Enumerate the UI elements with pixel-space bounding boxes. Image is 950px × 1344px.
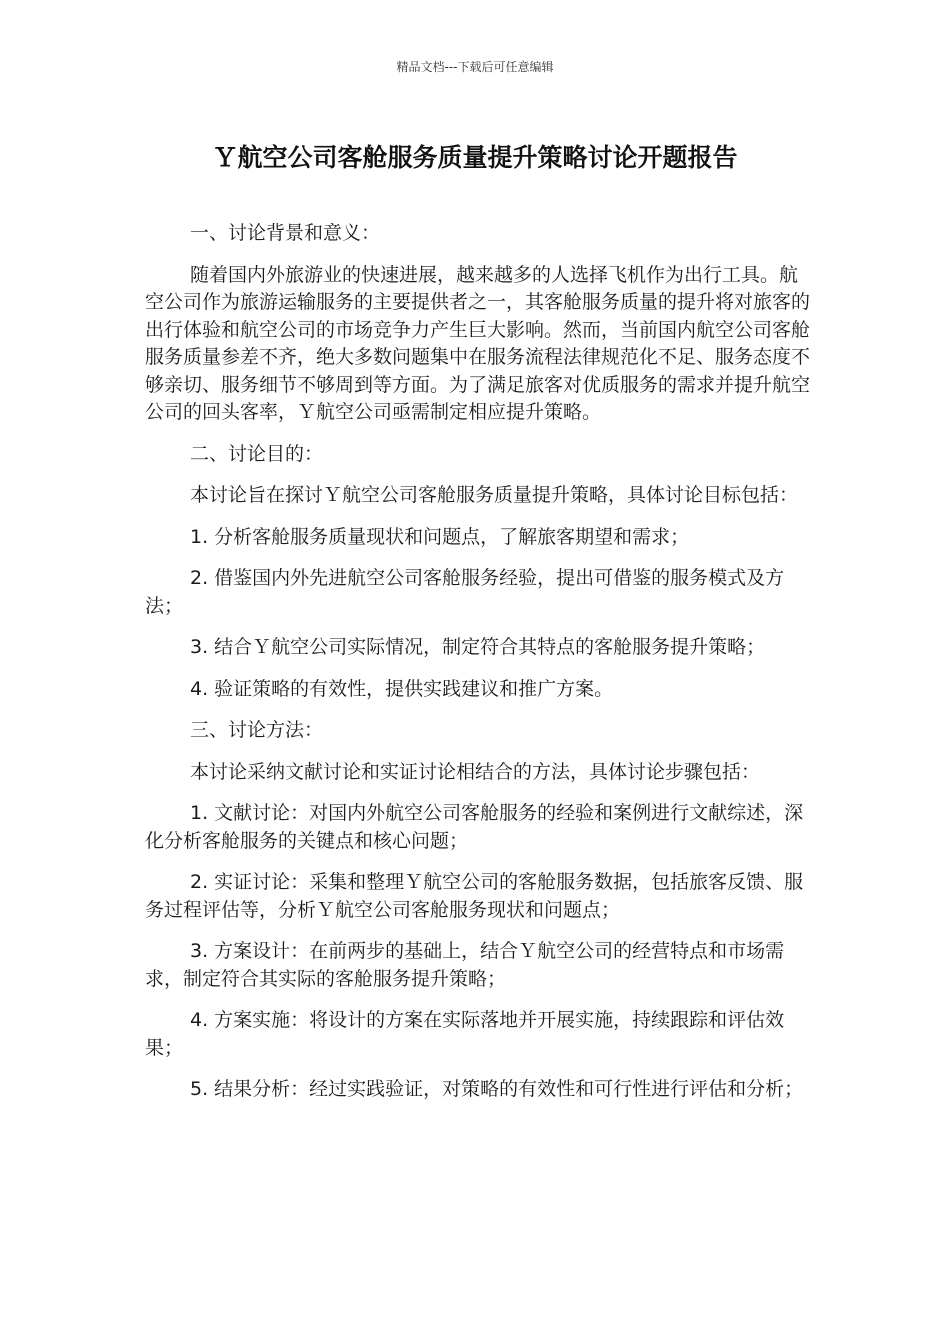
- document-body: [145, 220, 810, 1118]
- section-heading-background: 一、讨论背景和意义：: [190, 222, 381, 244]
- list-item-purpose-1: 1. 分析客舱服务质量现状和问题点，了解旅客期望和需求；: [190, 525, 690, 548]
- section-heading-purpose: 二、讨论目的：: [190, 442, 324, 465]
- list-item-method-3: 3. 方案设计：在前两步的基础上，结合Ｙ航空公司的经营特点和市场需求，制定符合其实际的客舱服务提升策略；: [145, 940, 785, 990]
- list-item-purpose-3: 3. 结合Ｙ航空公司实际情况，制定符合其特点的客舱服务提升策略；: [190, 636, 766, 658]
- list-item-method-2: 2. 实证讨论：采集和整理Ｙ航空公司的客舱服务数据，包括旅客反馈、服务过程评估等，分析Ｙ航空公司客舱服务现状和问题点；: [145, 871, 804, 921]
- list-item-purpose-2: 2. 借鉴国内外先进航空公司客舱服务经验，提出可借鉴的服务模式及方法；: [145, 567, 785, 617]
- list-item-method-1: 1. 文献讨论：对国内外航空公司客舱服务的经验和案例进行文献综述，深化分析客舱服务的关键点和核心问题；: [145, 802, 804, 852]
- paragraph-method-intro: 本讨论采纳文献讨论和实证讨论相结合的方法，具体讨论步骤包括：: [190, 760, 761, 783]
- header-note: 精品文档---下载后可任意编辑: [396, 60, 554, 74]
- paragraph-purpose-intro: 本讨论旨在探讨Ｙ航空公司客舱服务质量提升策略，具体讨论目标包括：: [190, 484, 799, 506]
- section-heading-method: 三、讨论方法：: [190, 719, 324, 741]
- list-item-method-5: 5. 结果分析：经过实践验证，对策略的有效性和可行性进行评估和分析；: [190, 1078, 804, 1100]
- list-item-method-4: 4. 方案实施：将设计的方案在实际落地并开展实施，持续跟踪和评估效果；: [145, 1009, 785, 1059]
- document-title: Ｙ航空公司客舱服务质量提升策略讨论开题报告: [212, 143, 738, 172]
- paragraph-background: 随着国内外旅游业的快速进展，越来越多的人选择飞机作为出行工具。航空公司作为旅游运输服务的主要提供者之一，其客舱服务质量的提升将对旅客的出行体验和航空公司的市场竞争力产生巨大影响。然而，当前国内航空公司客舱服务质量参差不齐，绝大多数问题集中在服务流程法律规范化不足、服务态度不够亲切、服务细节不够周到等方面。为了满足旅客对优质服务的需求并提升航空公司的回头客率，Ｙ航空公司亟需制定相应提升策略。: [145, 263, 811, 423]
- list-item-purpose-4: 4. 验证策略的有效性，提供实践建议和推广方案。: [190, 677, 614, 700]
